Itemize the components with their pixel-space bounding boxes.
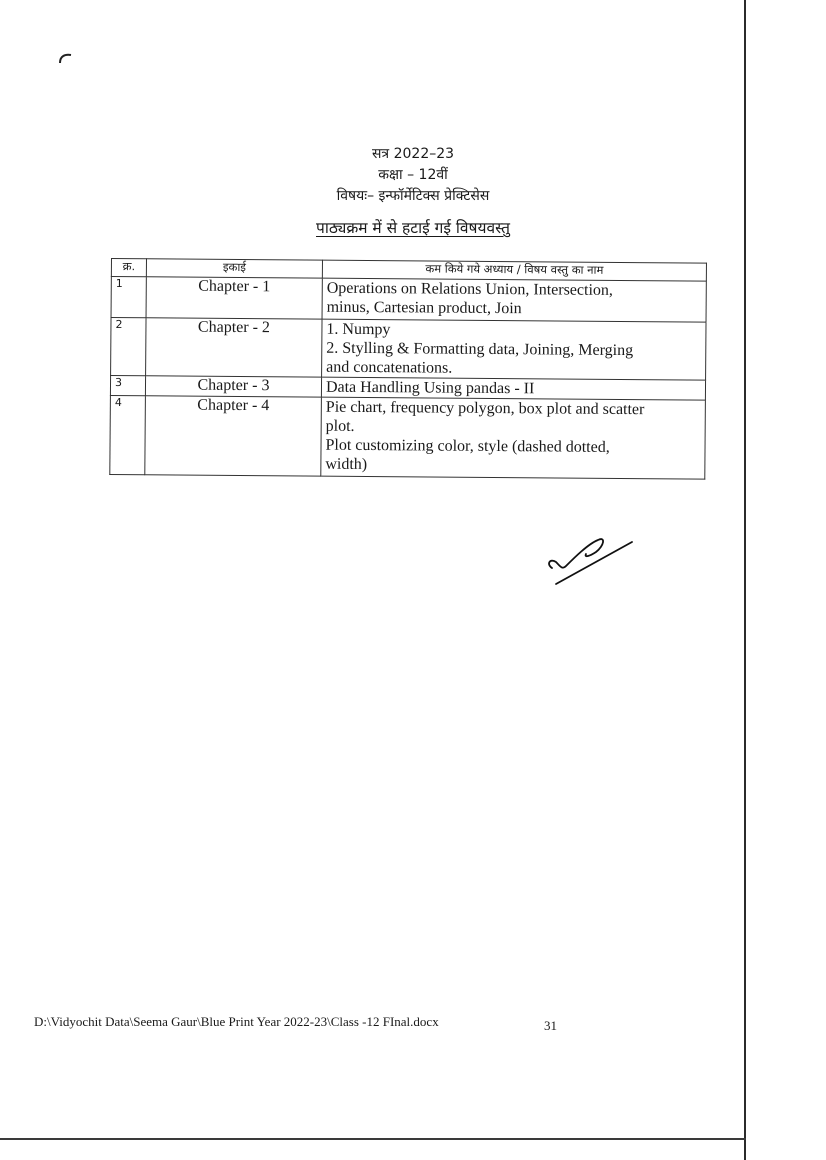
row-unit: Chapter - 4 <box>145 396 322 476</box>
row-serial: 2 <box>111 318 146 376</box>
topic-line: width) <box>325 455 368 474</box>
document-title <box>0 216 826 238</box>
row-unit: Chapter - 2 <box>146 318 322 377</box>
subject-heading: विषयः– इन्फॉर्मेटिक्स प्रेक्टिसेस <box>336 188 490 204</box>
topic-line: and concatenations. <box>326 358 453 377</box>
row-serial: 3 <box>110 376 145 396</box>
row-serial: 1 <box>111 277 146 318</box>
document-title-text: पाठ्यक्रम में से हटाई गई विषयवस्तु <box>316 219 510 237</box>
footer-page-number: 31 <box>544 1018 557 1033</box>
row-serial: 4 <box>110 395 146 474</box>
corner-mark <box>58 52 72 64</box>
row-topics <box>321 377 705 400</box>
row-unit: Chapter - 3 <box>145 376 321 397</box>
row-topics <box>322 319 706 380</box>
topic-line: 1. Numpy <box>326 320 391 339</box>
row-topics <box>322 278 706 322</box>
session-heading: सत्र 2022–23 <box>371 146 455 162</box>
topic-line: 2. Stylling & Formatting data, Joining, Merging <box>326 339 634 360</box>
topic-line: Plot customizing color, style (dashed dotted, <box>325 436 610 456</box>
row-topics <box>321 397 706 479</box>
scan-edge-bottom <box>0 1138 746 1140</box>
table-row <box>111 318 706 381</box>
handwritten-signature <box>544 530 636 588</box>
topic-line: minus, Cartesian product, Join <box>326 298 522 318</box>
topic-line: plot. <box>325 417 355 435</box>
header-serial: क्र. <box>111 259 146 277</box>
header-topics: कम किये गये अध्याय / विषय वस्तु का नाम <box>322 260 706 281</box>
table-row <box>110 395 706 479</box>
topic-line: Data Handling Using pandas - II <box>325 378 535 398</box>
table-row <box>111 277 706 323</box>
topic-line: Operations on Relations Union, Intersection, <box>326 279 613 299</box>
class-heading: कक्षा – 12वीं <box>378 167 448 183</box>
topic-line: Pie chart, frequency polygon, box plot and scatter <box>325 398 645 419</box>
header-unit: इकाई <box>146 259 322 278</box>
footer-file-path: D:\Vidyochit Data\Seema Gaur\Blue Print Year 2022-23\Class -12 FInal.docx <box>34 1014 439 1029</box>
removed-syllabus-table <box>109 258 707 480</box>
row-unit: Chapter - 1 <box>146 277 322 319</box>
